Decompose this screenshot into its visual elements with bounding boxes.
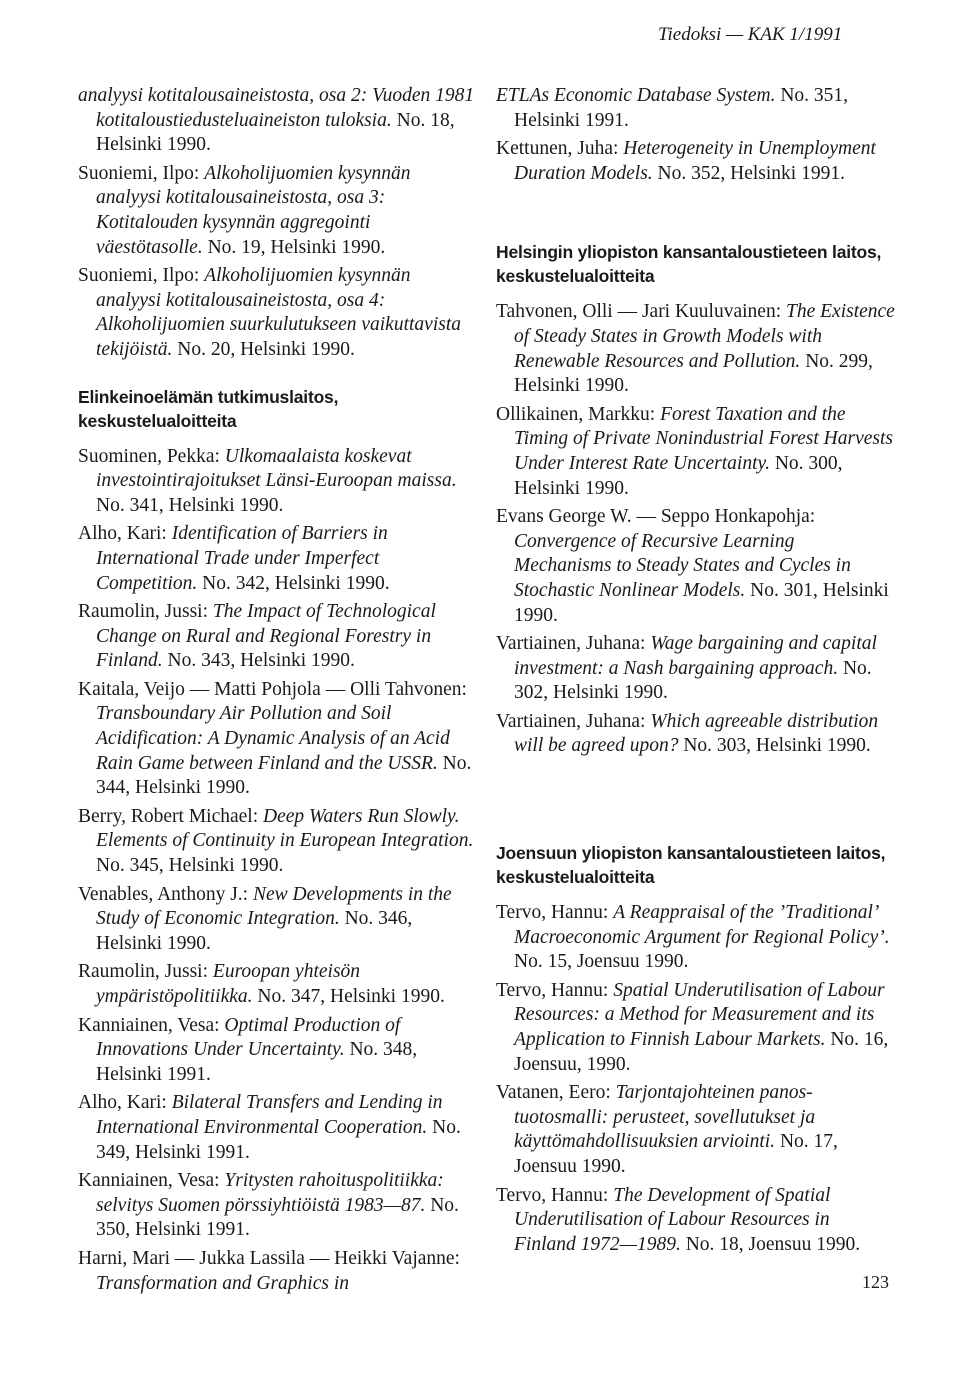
- entry-author: Vartiainen, Juhana:: [496, 633, 651, 655]
- entry-author: Ollikainen, Markku:: [496, 403, 661, 425]
- reference-entry: [496, 137, 896, 186]
- entry-publication: No. 348, Helsinki 1991.: [96, 1039, 418, 1085]
- entry-title: Optimal Production of Innovations Under Uncertainty.: [96, 1014, 401, 1061]
- reference-entry: [496, 979, 896, 1077]
- joensuu-entries: [496, 901, 896, 1257]
- entry-publication: No. 16, Joensuu, 1990.: [514, 1029, 889, 1075]
- reference-entry: [78, 1014, 478, 1088]
- entry-author: Kanniainen, Vesa:: [78, 1014, 225, 1036]
- entry-publication: No. 301, Helsinki 1990.: [514, 579, 889, 626]
- section-heading-helsinki: Helsingin yliopiston kansantaloustieteen laitos, keskustelualoitteita: [496, 242, 882, 287]
- left-column: [78, 84, 478, 1300]
- etla-entries: [78, 445, 478, 1297]
- right-column: [496, 84, 896, 1261]
- entry-title: Transboundary Air Pollution and Soil Acidification: A Dynamic Analysis of an Acid Rain Game between Finland and the USSR.: [96, 703, 450, 774]
- entry-title: Alkoholijuomien kysynnän analyysi kotitalousaineistosta, osa 4: Alkoholijuomien suurkulutukseen vaikuttavista tekijöistä.: [96, 265, 462, 360]
- entry-title: A Reappraisal of the ’Traditional’ Macroeconomic Argument for Regional Policy’.: [514, 902, 890, 948]
- entry-title: Identification of Barriers in International Trade under Imperfect Competition.: [96, 523, 388, 594]
- entry-author: Tervo, Hannu:: [496, 902, 614, 924]
- entry-title: Which agreeable distribution will be agreed upon?: [514, 710, 879, 757]
- entry-publication: No. 20, Helsinki 1990.: [172, 338, 355, 360]
- reference-entry: [496, 300, 896, 398]
- entry-title: Wage bargaining and capital investment: a Nash bargaining approach.: [514, 633, 877, 679]
- entry-title: Euroopan yhteisön ympäristöpolitiikka.: [96, 961, 361, 1007]
- entry-title: ETLAs Economic Database System.: [496, 85, 776, 106]
- entry-author: Suoniemi, Ilpo:: [78, 162, 205, 184]
- entry-title: Deep Waters Run Slowly. Elements of Continuity in European Integration.: [96, 805, 474, 852]
- left-top-entries: [78, 84, 478, 363]
- entry-author: Suominen, Pekka:: [78, 445, 225, 467]
- entry-author: Raumolin, Jussi:: [78, 601, 213, 623]
- page-number: 123: [862, 1272, 889, 1292]
- reference-entry: [496, 1081, 896, 1179]
- helsinki-entries: [496, 300, 896, 759]
- entry-author: Tervo, Hannu:: [496, 1184, 614, 1206]
- entry-publication: No. 18, Joensuu 1990.: [680, 1233, 861, 1255]
- reference-entry: [496, 84, 896, 133]
- entry-title: Ulkomaalaista koskevat investointirajoitukset Länsi-Euroopan maissa.: [96, 445, 457, 492]
- spacer: [496, 190, 896, 240]
- spacer: [496, 763, 896, 841]
- reference-entry: [78, 445, 478, 519]
- section-heading-joensuu: Joensuun yliopiston kansantaloustieteen laitos, keskustelualoitteita: [496, 843, 886, 888]
- entry-author: Raumolin, Jussi:: [78, 961, 213, 983]
- entry-title: Tarjontajohteinen panos-tuotosmalli: perusteet, sovellutukset ja käyttömahdollisuuksien arviointi.: [514, 1082, 816, 1153]
- reference-entry: [78, 883, 478, 957]
- entry-publication: No. 347, Helsinki 1990.: [252, 986, 445, 1007]
- running-header: Tiedoksi — KAK 1/1991: [658, 24, 843, 45]
- entry-author: Tervo, Hannu:: [496, 979, 614, 1001]
- entry-author: Kanniainen, Vesa:: [78, 1170, 225, 1192]
- entry-author: Alho, Kari:: [78, 1092, 172, 1114]
- reference-entry: [78, 1091, 478, 1165]
- entry-author: Venables, Anthony J.:: [78, 883, 253, 905]
- entry-author: Vartiainen, Juhana:: [496, 710, 651, 732]
- spacer: [78, 367, 478, 385]
- entry-author: Harni, Mari — Jukka Lassila — Heikki Vajanne:: [78, 1247, 460, 1269]
- entry-title: Bilateral Transfers and Lending in International Environmental Cooperation.: [96, 1092, 443, 1138]
- entry-title: Spatial Underutilisation of Labour Resources: a Method for Measurement and its Application to Finnish Labour Markets.: [514, 979, 885, 1051]
- reference-entry: [78, 84, 478, 158]
- entry-title: Transformation and Graphics in: [96, 1272, 349, 1294]
- reference-entry: [78, 264, 478, 362]
- entry-publication: No. 303, Helsinki 1990.: [678, 735, 871, 757]
- entry-title: analyysi kotitalousaineistosta, osa 2: Vuoden 1981 kotitaloustiedusteluaineiston tuloksia.: [78, 85, 475, 131]
- right-top-entries: [496, 84, 896, 186]
- entry-publication: No. 18, Helsinki 1990.: [96, 109, 455, 156]
- entry-publication: No. 15, Joensuu 1990.: [514, 951, 689, 973]
- reference-entry: [78, 522, 478, 596]
- entry-author: Tahvonen, Olli — Jari Kuuluvainen:: [496, 301, 786, 323]
- entry-author: Kaitala, Veijo — Matti Pohjola — Olli Tahvonen:: [78, 678, 467, 700]
- entry-title: The Development of Spatial Underutilisation of Labour Resources in Finland 1972—1989.: [514, 1184, 831, 1255]
- reference-entry: [78, 805, 478, 879]
- entry-publication: No. 19, Helsinki 1990.: [202, 236, 386, 258]
- entry-title: Forest Taxation and the Timing of Private Nonindustrial Forest Harvests Under Interest Rate Uncertainty.: [514, 403, 893, 474]
- section-heading-etla: Elinkeinoelämän tutkimuslaitos, keskustelualoitteita: [78, 386, 339, 431]
- entry-title: Convergence of Recursive Learning Mechanisms to Steady States and Cycles in Stochastic Nonlinear Models.: [514, 530, 851, 601]
- entry-publication: No. 341, Helsinki 1990.: [96, 494, 284, 516]
- entry-title: New Developments in the Study of Economic Integration.: [96, 883, 452, 930]
- entry-publication: No. 342, Helsinki 1990.: [197, 572, 390, 594]
- entry-publication: No. 299, Helsinki 1990.: [514, 350, 873, 397]
- entry-publication: No. 352, Helsinki 1991.: [652, 162, 845, 184]
- entry-author: Vatanen, Eero:: [496, 1082, 616, 1104]
- reference-entry: [78, 678, 478, 801]
- entry-publication: No. 343, Helsinki 1990.: [162, 650, 355, 672]
- entry-publication: No. 350, Helsinki 1991.: [96, 1194, 459, 1241]
- entry-author: Suoniemi, Ilpo:: [78, 265, 205, 287]
- entry-publication: No. 300, Helsinki 1990.: [514, 452, 843, 499]
- reference-entry: [496, 632, 896, 706]
- entry-title: The Existence of Steady States in Growth Models with Renewable Resources and Pollution.: [514, 301, 895, 372]
- reference-entry: [78, 1247, 478, 1296]
- entry-publication: No. 345, Helsinki 1990.: [96, 855, 284, 877]
- entry-title: The Impact of Technological Change on Rural and Regional Forestry in Finland.: [96, 601, 436, 672]
- reference-entry: [78, 1169, 478, 1243]
- reference-entry: [496, 710, 896, 759]
- entry-author: Alho, Kari:: [78, 523, 172, 545]
- reference-entry: [78, 162, 478, 260]
- reference-entry: [78, 600, 478, 674]
- reference-entry: [496, 901, 896, 975]
- entry-author: Berry, Robert Michael:: [78, 805, 264, 827]
- entry-title: Alkoholijuomien kysynnän analyysi kotitalousaineistosta, osa 3: Kotitalouden kysynnän aggregointi väestötasolle.: [96, 162, 411, 258]
- entry-title: Yritysten rahoituspolitiikka: selvitys Suomen pörssiyhtiöistä 1983—87.: [96, 1170, 444, 1216]
- entry-publication: No. 17, Joensuu 1990.: [514, 1131, 838, 1177]
- entry-publication: No. 302, Helsinki 1990.: [514, 657, 872, 704]
- reference-entry: [78, 960, 478, 1009]
- entry-publication: No. 346, Helsinki 1990.: [96, 908, 413, 954]
- entry-publication: No. 349, Helsinki 1991.: [96, 1116, 461, 1163]
- entry-title: Heterogeneity in Unemployment Duration Models.: [514, 138, 876, 184]
- reference-entry: [496, 403, 896, 501]
- reference-entry: [496, 505, 896, 628]
- entry-publication: No. 344, Helsinki 1990.: [96, 752, 472, 799]
- reference-entry: [496, 1184, 896, 1258]
- entry-author: Evans George W. — Seppo Honkapohja:: [496, 506, 816, 528]
- entry-publication: No. 351, Helsinki 1991.: [514, 85, 849, 131]
- entry-author: Kettunen, Juha:: [496, 138, 624, 160]
